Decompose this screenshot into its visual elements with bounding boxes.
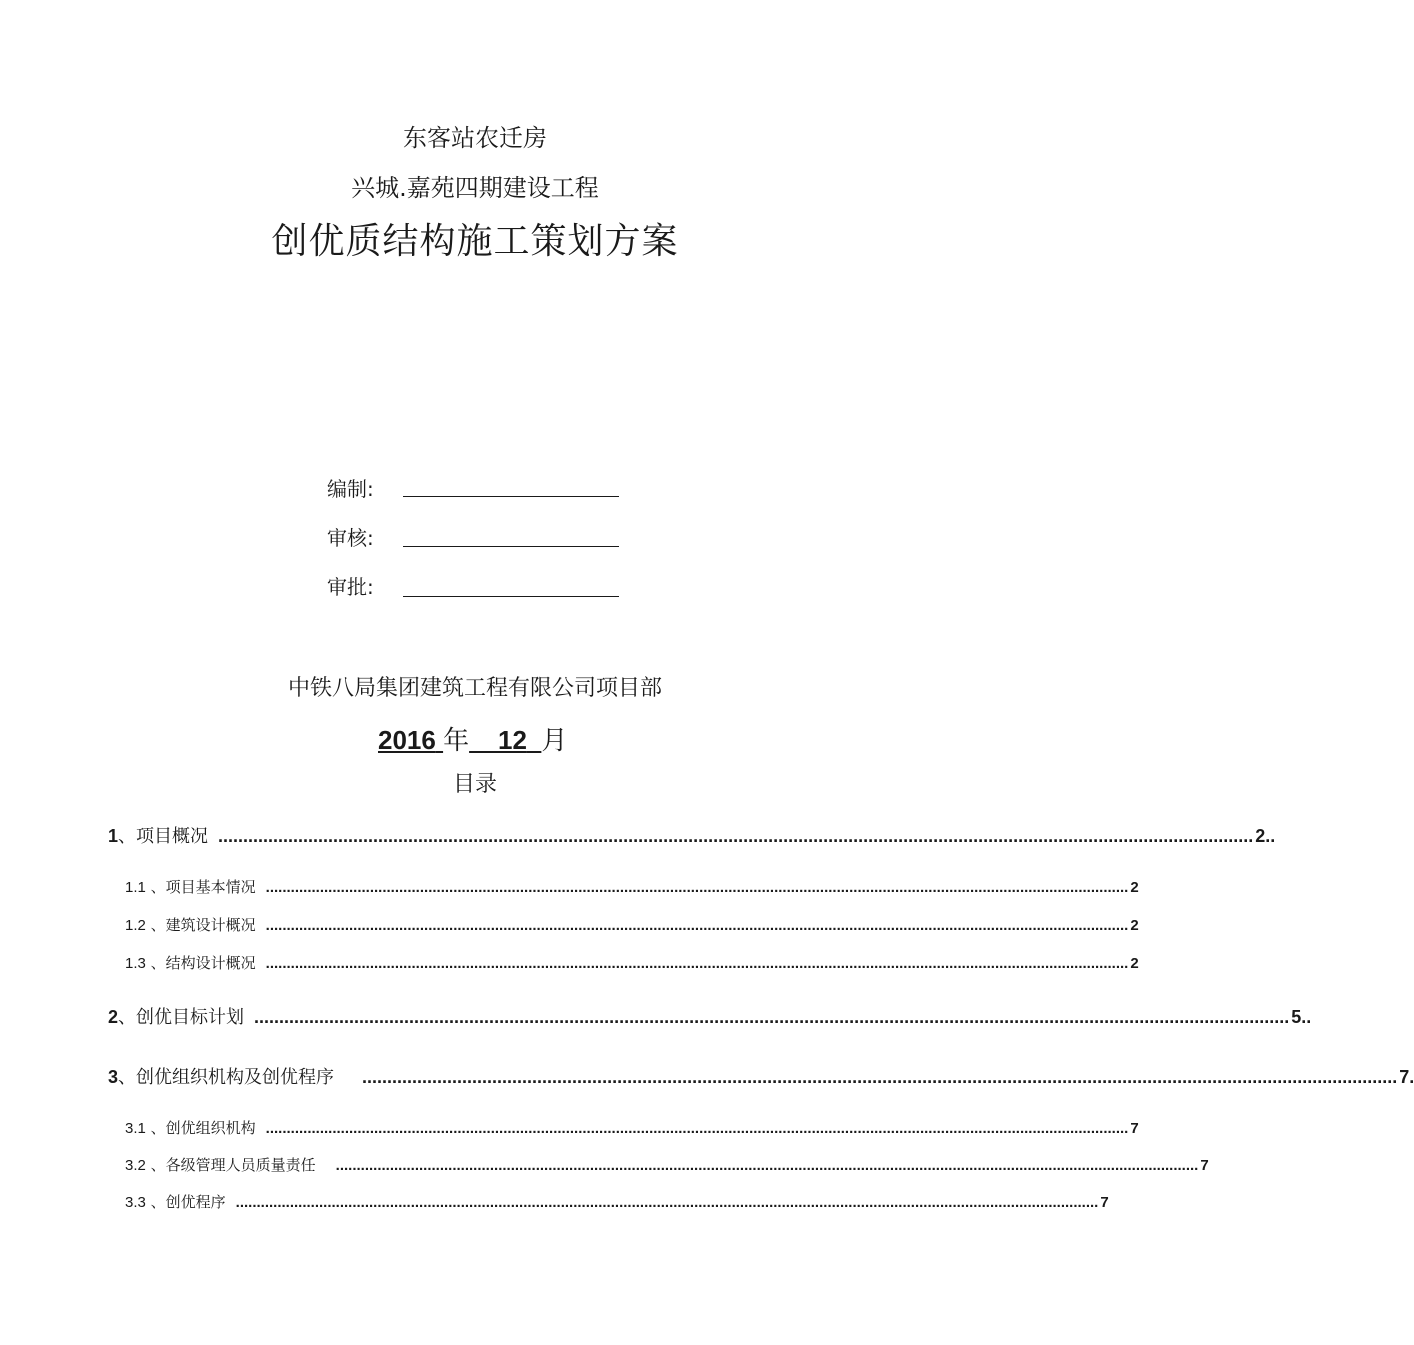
toc-leader-dots: ............................................................................................................................................................................................................... — [265, 879, 1129, 896]
toc-leader-dots: ............................................................................................................................................................................................................... — [254, 1007, 1290, 1027]
toc-item-label: 1、项目概况 — [108, 826, 209, 847]
toc-item-page: 5.. — [1291, 1007, 1312, 1027]
toc-leader-dots: ............................................................................................................................................................................................................... — [235, 1194, 1099, 1211]
toc-item-label: 3.2 、各级管理人员质量责任 — [125, 1156, 316, 1174]
toc-item-label: 2、创优目标计划 — [108, 1007, 245, 1028]
toc-item[interactable] — [125, 1154, 1209, 1175]
toc-item-page: 2.. — [1255, 826, 1276, 846]
toc-item-page: 7 — [1130, 1120, 1139, 1137]
toc-leader-dots: ............................................................................................................................................................................................................... — [265, 917, 1129, 934]
toc-item-page: 2 — [1130, 955, 1139, 972]
toc-item-page: 2 — [1130, 879, 1139, 896]
toc-leader-dots: ............................................................................................................................................................................................................... — [218, 826, 1254, 846]
date-month-suffix: 月 — [541, 726, 568, 756]
toc-leader-dots: ............................................................................................................................................................................................................... — [265, 1120, 1129, 1137]
project-name-line1: 东客站农迁房 — [403, 124, 547, 152]
toc-item[interactable] — [125, 1191, 1109, 1212]
toc-item-label: 1.3 、结构设计概况 — [125, 954, 256, 972]
signature-label-prepared: 编制: — [327, 477, 374, 501]
toc-item[interactable] — [108, 1003, 1312, 1029]
toc-item[interactable] — [125, 876, 1139, 897]
toc-leader-dots: ............................................................................................................................................................................................................... — [362, 1067, 1398, 1087]
toc-item[interactable] — [108, 822, 1276, 848]
company-name: 中铁八局集团建筑工程有限公司项目部 — [287, 676, 662, 701]
toc-item-page: 7. — [1399, 1067, 1414, 1087]
toc-item[interactable] — [125, 952, 1139, 973]
signature-line-approved — [403, 596, 619, 597]
toc-item-label: 3.3 、创优程序 — [125, 1193, 226, 1211]
toc-item-label: 3、创优组织机构及创优程序 — [108, 1067, 335, 1088]
toc-item-page: 2 — [1130, 917, 1139, 934]
date-year: 2016 — [378, 725, 436, 755]
toc-item-label: 3.1 、创优组织机构 — [125, 1119, 256, 1137]
toc-item-label: 1.2 、建筑设计概况 — [125, 916, 256, 934]
document-title: 创优质结构施工策划方案 — [271, 221, 679, 262]
toc-item-page: 7 — [1200, 1157, 1209, 1174]
toc-item-page: 7 — [1100, 1194, 1109, 1211]
document-date — [378, 720, 567, 757]
toc-item[interactable] — [125, 1117, 1139, 1138]
signature-line-prepared — [403, 496, 619, 497]
toc-item-label: 1.1 、项目基本情况 — [125, 878, 256, 896]
signature-label-reviewed: 审核: — [327, 526, 374, 550]
project-name-line2: 兴城.嘉苑四期建设工程 — [351, 174, 599, 202]
toc-item[interactable] — [125, 914, 1139, 935]
date-year-suffix: 年 — [443, 726, 470, 756]
date-month: 12 — [498, 725, 527, 755]
toc-leader-dots: ............................................................................................................................................................................................................... — [265, 955, 1129, 972]
toc-item[interactable] — [108, 1063, 1414, 1089]
toc-leader-dots: ............................................................................................................................................................................................................... — [335, 1157, 1199, 1174]
toc-title: 目录 — [452, 772, 497, 797]
signature-label-approved: 审批: — [327, 575, 374, 599]
signature-line-reviewed — [403, 546, 619, 547]
